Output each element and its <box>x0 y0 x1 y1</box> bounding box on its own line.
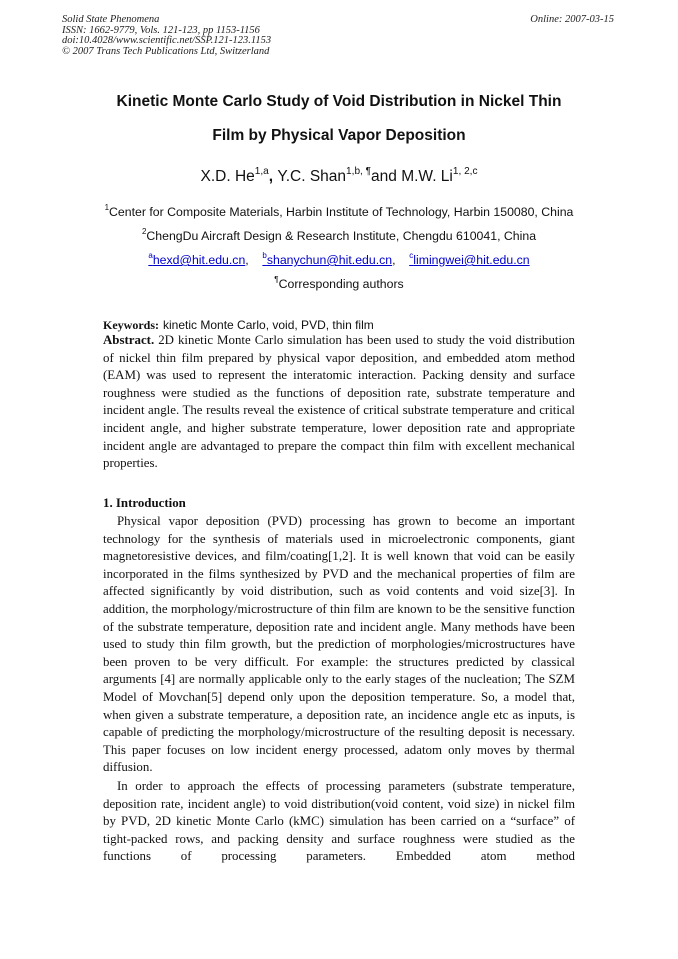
affiliation-marker: 2 <box>141 227 147 236</box>
email-link-2[interactable] <box>262 253 392 267</box>
email-marker: a <box>148 251 153 260</box>
affiliation-1 <box>0 205 678 219</box>
email-address: limingwei@hit.edu.cn <box>413 253 530 267</box>
author-affiliation-marker: 1, 2,c <box>452 166 478 177</box>
affiliation-2 <box>0 229 678 243</box>
author-list <box>0 168 678 186</box>
affiliation-text: Center for Composite Materials, Harbin Institute of Technology, Harbin 150080, China <box>109 205 574 219</box>
author-name: M.W. Li <box>401 168 453 185</box>
corresponding-marker: ¶ <box>274 275 279 284</box>
journal-issn: ISSN: 1662-9779, Vols. 121-123, pp 1153-1156 <box>62 24 260 36</box>
abstract <box>103 332 575 473</box>
journal-name: Solid State Phenomena <box>62 14 160 25</box>
email-marker: b <box>262 251 267 260</box>
abstract-label: Abstract. <box>103 333 155 347</box>
paper-title-line-2: Film by Physical Vapor Deposition <box>212 127 466 144</box>
keywords-label: Keywords: <box>103 318 159 332</box>
section-heading: 1. Introduction <box>103 496 186 510</box>
email-separator: , <box>392 253 396 267</box>
affiliation-marker: 1 <box>104 203 110 212</box>
author-name: Y.C. Shan <box>277 168 347 185</box>
email-marker: c <box>409 251 414 260</box>
journal-copyright: © 2007 Trans Tech Publications Ltd, Switzerland <box>62 45 270 57</box>
affiliation-text: ChengDu Aircraft Design & Research Institute, Chengdu 610041, China <box>146 229 537 243</box>
corresponding-note <box>0 277 678 291</box>
email-link-1[interactable] <box>148 253 245 267</box>
author-affiliation-marker: 1,a <box>254 166 269 177</box>
paper-title-line-1: Kinetic Monte Carlo Study of Void Distribution in Nickel Thin <box>116 93 562 110</box>
author-separator: and <box>371 168 402 185</box>
keywords-text: kinetic Monte Carlo, void, PVD, thin film <box>163 318 374 332</box>
journal-doi: doi:10.4028/www.scientific.net/SSP.121-123.1153 <box>62 35 272 46</box>
email-list <box>0 253 678 267</box>
email-address: hexd@hit.edu.cn <box>152 253 246 267</box>
author-name: X.D. He <box>200 168 255 185</box>
journal-info <box>62 15 271 57</box>
author-affiliation-marker: 1,b, ¶ <box>346 166 372 177</box>
corresponding-text: Corresponding authors <box>278 277 404 291</box>
email-separator: , <box>245 253 249 267</box>
abstract-text: 2D kinetic Monte Carlo simulation has been used to study the void distribution of nickel thin film prepared by physical vapor deposition, and embedded atom method (EAM) was used to represent the interatomic interaction. Packing density and surface roughness were studied as the functions of deposition rate, substrate temperature and incident angle. The results reveal the existence of critical substrate temperature and critical incident angle, and higher substrate temperature, lower deposition rate and appropriate incident angle are advantaged to prepare the compact thin film with excellent mechanical properties. <box>103 333 575 471</box>
intro-paragraph-1: Physical vapor deposition (PVD) processing has grown to become an important technology for the synthesis of materials used in microelectronic components, giant magnetoresistive devices, and film/coating[1,2]. It is well known that void can be easily incorporated in the films synthesized by PVD and the mechanical properties of film are affected significantly by void distribution, such as void contents and void size[3]. In addition, the morphology/microstructure of thin film are known to be the sensitive function of the substrate temperature, deposition rate and incident angle. Many methods have been used to study thin film growth, but the prediction of morphologies/microstructures have been proven to be very difficult. For example: the structures predicted by classical arguments [4] are normally applicable only to the early stages of the nucleation; The SZM Model of Movchan[5] depend only upon the deposition temperature. So, a model that, when given a substrate temperature, a deposition rate, an incidence angle etc as inputs, is capable of predicting the morphology/microstructure of the resulting deposit is necessary. This paper focuses on low incident energy processed, adatom only moves by thermal diffusion. <box>103 514 575 775</box>
intro-paragraph-2: In order to approach the effects of processing parameters (substrate temperature, deposition rate, incident angle) to void distribution(void content, void size) in nickel film by PVD, 2D kinetic Monte Carlo (kMC) simulation has been carried on a “surface” of tight-packed rows, and packing density and surface roughness were studied as the functions of processing parameters. Embedded atom method <box>103 779 575 864</box>
email-address: shanychun@hit.edu.cn <box>266 253 393 267</box>
author-separator: , <box>268 168 278 185</box>
online-date: Online: 2007-03-15 <box>530 14 614 25</box>
email-link-3[interactable] <box>409 253 529 267</box>
